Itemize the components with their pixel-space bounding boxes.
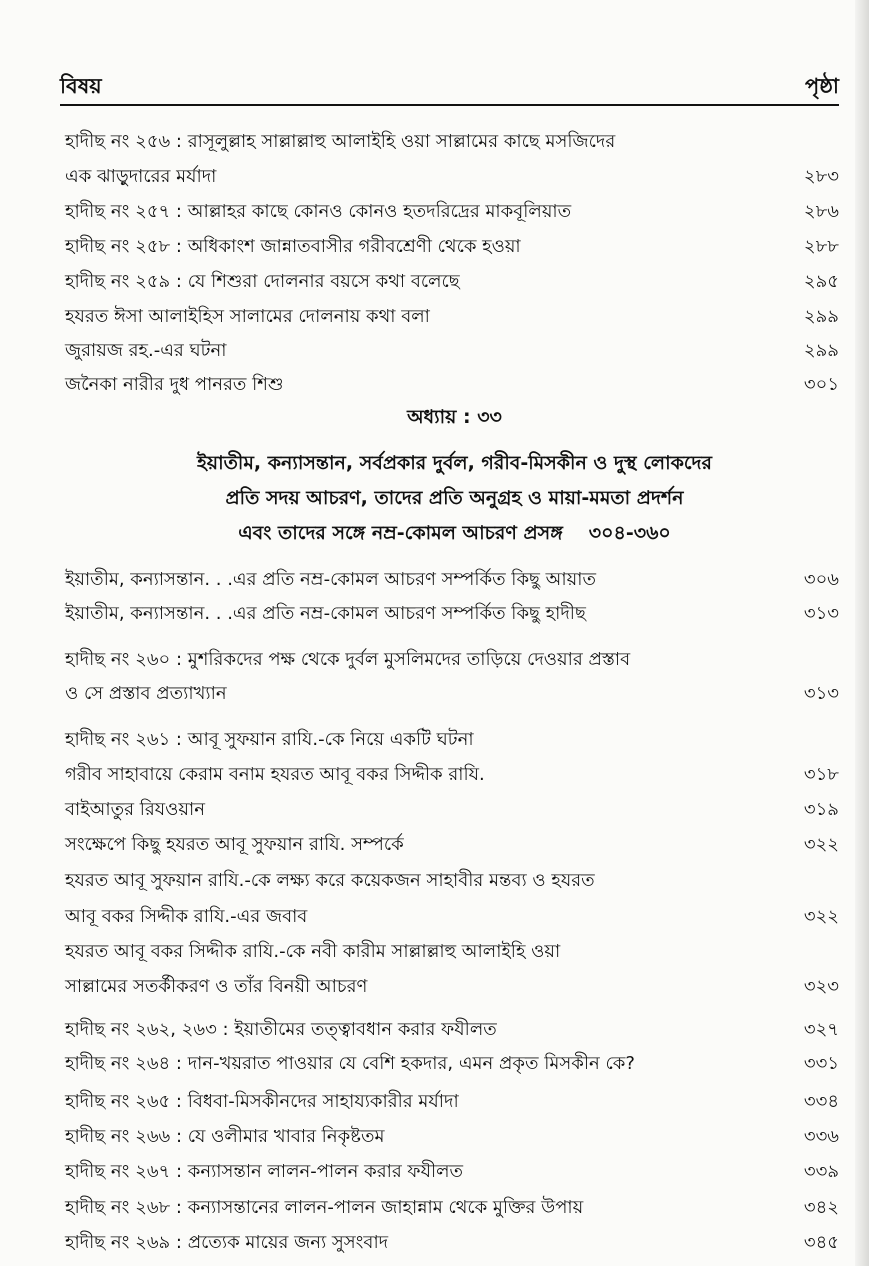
toc-entry-page: ২৮৬ [803, 201, 839, 222]
toc-entry-page: ৩১৮ [803, 764, 839, 785]
toc-entry-text: সংক্ষেপে কিছু হযরত আবূ সুফয়ান রাযি. সম্পর্কে [65, 834, 404, 855]
header-topic-label: বিষয় [60, 74, 102, 98]
toc-entry-text: সাল্লামের সতর্কীকরণ ও তাঁর বিনয়ী আচরণ [65, 976, 368, 997]
header-rule [60, 104, 839, 106]
toc-entry-text: জুরায়জ রহ.-এর ঘটনা [65, 340, 227, 361]
toc-entry-text: গরীব সাহাবায়ে কেরাম বনাম হযরত আবূ বকর সিদ্দীক রাযি. [65, 764, 485, 785]
toc-entry-text: আবূ বকর সিদ্দীক রাযি.-এর জবাব [65, 906, 308, 927]
toc-entry [65, 679, 839, 709]
toc-entry-text: হযরত আবূ বকর সিদ্দীক রাযি.-কে নবী কারীম সাল্লাল্লাহু আলাইহি ওয়া [65, 941, 561, 962]
chapter-page-range: ৩০৪-৩৬০ [588, 522, 671, 544]
toc-entry [65, 599, 839, 629]
toc-entry-text: হাদীছ নং ২৬০ : মুশরিকদের পক্ষ থেকে দুর্বল মুসলিমদের তাড়িয়ে দেওয়ার প্রস্তাব [65, 649, 631, 670]
toc-entry [65, 972, 839, 1002]
toc-entry [65, 127, 839, 157]
toc-entry [65, 1087, 839, 1117]
header-page-label: পৃষ্ঠা [804, 74, 839, 98]
toc-entry-text: হাদীছ নং ২৫৬ : রাসূলুল্লাহ সাল্লাল্লাহু আলাইহি ওয়া সাল্লামের কাছে মসজিদের [65, 131, 616, 152]
toc-entry [65, 795, 839, 825]
chapter-title-line3 [70, 516, 839, 550]
toc-entry-page: ৩৪২ [803, 1197, 839, 1218]
toc-entry-text: হাদীছ নং ২৬১ : আবূ সুফয়ান রাযি.-কে নিয়ে একটি ঘটনা [65, 729, 474, 750]
toc-entry [65, 162, 839, 192]
toc-entry-page: ৩০৬ [803, 569, 839, 590]
toc-entry-text: জনৈকা নারীর দুধ পানরত শিশু [65, 374, 284, 395]
toc-entry [65, 830, 839, 860]
toc-entry [65, 937, 839, 967]
toc-entry [65, 1193, 839, 1223]
toc-entry [65, 336, 839, 366]
toc-entry-page: ২৮৮ [803, 236, 839, 257]
toc-entry-text: হাদীছ নং ২৬৯ : প্রত্যেক মায়ের জন্য সুসংবাদ [65, 1232, 389, 1253]
toc-entry [65, 267, 839, 297]
toc-entry-page: ৩৩৬ [803, 1126, 839, 1147]
toc-entry [65, 725, 839, 755]
toc-entry-text: হাদীছ নং ২৬৭ : কন্যাসন্তান লালন-পালন করার ফযীলত [65, 1161, 464, 1182]
toc-entry-text: হাদীছ নং ২৫৮ : অধিকাংশ জান্নাতবাসীর গরীবশ্রেণী থেকে হওয়া [65, 236, 521, 257]
toc-entry-text: হাদীছ নং ২৬২, ২৬৩ : ইয়াতীমের তত্ত্বাবধান করার ফযীলত [65, 1019, 497, 1040]
toc-header [60, 70, 839, 104]
toc-entry-page: ৩৩৯ [803, 1161, 839, 1182]
toc-entry-text: হাদীছ নং ২৬৬ : যে ওলীমার খাবার নিকৃষ্টতম [65, 1126, 385, 1147]
toc-entry [65, 902, 839, 932]
toc-entry [65, 866, 839, 896]
toc-entry-text: বাইআতুর রিযওয়ান [65, 799, 205, 820]
toc-entry-page: ৩২৭ [803, 1019, 839, 1040]
toc-entry-text: হযরত আবূ সুফয়ান রাযি.-কে লক্ষ্য করে কয়েকজন সাহাবীর মন্তব্য ও হযরত [65, 870, 595, 891]
toc-entry [65, 197, 839, 227]
toc-entry [65, 1015, 839, 1045]
toc-entry-text: হাদীছ নং ২৬৮ : কন্যাসন্তানের লালন-পালন জাহান্নাম থেকে মুক্তির উপায় [65, 1197, 584, 1218]
chapter-title-line3-text: এবং তাদের সঙ্গে নম্র-কোমল আচরণ প্রসঙ্গ [238, 522, 563, 544]
toc-entry [65, 370, 839, 400]
toc-entry [65, 1049, 839, 1079]
toc-entry-page: ২৯৫ [803, 271, 839, 292]
toc-entry-page: ৩১৩ [803, 683, 839, 704]
toc-entry-text: ও সে প্রস্তাব প্রত্যাখ্যান [65, 683, 227, 704]
toc-entry-page: ৩২৩ [803, 976, 839, 997]
toc-entry-text: হাদীছ নং ২৫৭ : আল্লাহর কাছে কোনও কোনও হতদরিদ্রের মাকবূলিয়াত [65, 201, 572, 222]
toc-entry [65, 1157, 839, 1187]
toc-entry-text: হাদীছ নং ২৫৯ : যে শিশুরা দোলনার বয়সে কথা বলেছে [65, 271, 460, 292]
chapter-title-line2: প্রতি সদয় আচরণ, তাদের প্রতি অনুগ্রহ ও মায়া-মমতা প্রদর্শন [225, 487, 684, 509]
toc-entry-text: হযরত ঈসা আলাইহিস সালামের দোলনায় কথা বলা [65, 306, 430, 327]
toc-entry [65, 760, 839, 790]
toc-entry-page: ৩১৩ [803, 603, 839, 624]
toc-entry-page: ২৮৩ [803, 166, 839, 187]
toc-entry-page: ৩৩১ [803, 1053, 839, 1074]
toc-entry-page: ২৯৯ [803, 340, 839, 361]
toc-entry-page: ৩৪৫ [803, 1232, 839, 1253]
toc-entry-page: ৩৩৪ [803, 1091, 839, 1112]
toc-entry [65, 1122, 839, 1152]
toc-entry [65, 645, 839, 675]
toc-entry-page: ৩০১ [803, 374, 839, 395]
toc-entry-text: ইয়াতীম, কন্যাসন্তান. . .এর প্রতি নম্র-কোমল আচরণ সম্পর্কিত কিছু হাদীছ [65, 603, 586, 624]
toc-entry [65, 302, 839, 332]
toc-entry-text: হাদীছ নং ২৬৫ : বিধবা-মিসকীনদের সাহায্যকারীর মর্যাদা [65, 1091, 459, 1112]
toc-entry [65, 1228, 839, 1258]
toc-entry-text: এক ঝাড়ুদারের মর্যাদা [65, 166, 217, 187]
toc-entry-page: ৩২২ [803, 906, 839, 927]
chapter-label: অধ্যায় : ৩৩ [407, 406, 502, 428]
chapter-title-line1: ইয়াতীম, কন্যাসন্তান, সর্বপ্রকার দুর্বল, গরীব-মিসকীন ও দুস্থ লোকদের [197, 452, 712, 474]
toc-entry-page: ২৯৯ [803, 306, 839, 327]
toc-entry-page: ৩২২ [803, 834, 839, 855]
toc-entry [65, 565, 839, 595]
toc-entry-text: ইয়াতীম, কন্যাসন্তান. . .এর প্রতি নম্র-কোমল আচরণ সম্পর্কিত কিছু আয়াত [65, 569, 596, 590]
toc-entry [65, 232, 839, 262]
toc-entry-page: ৩১৯ [803, 799, 839, 820]
toc-entry-text: হাদীছ নং ২৬৪ : দান-খয়রাত পাওয়ার যে বেশি হকদার, এমন প্রকৃত মিসকীন কে? [65, 1053, 635, 1074]
